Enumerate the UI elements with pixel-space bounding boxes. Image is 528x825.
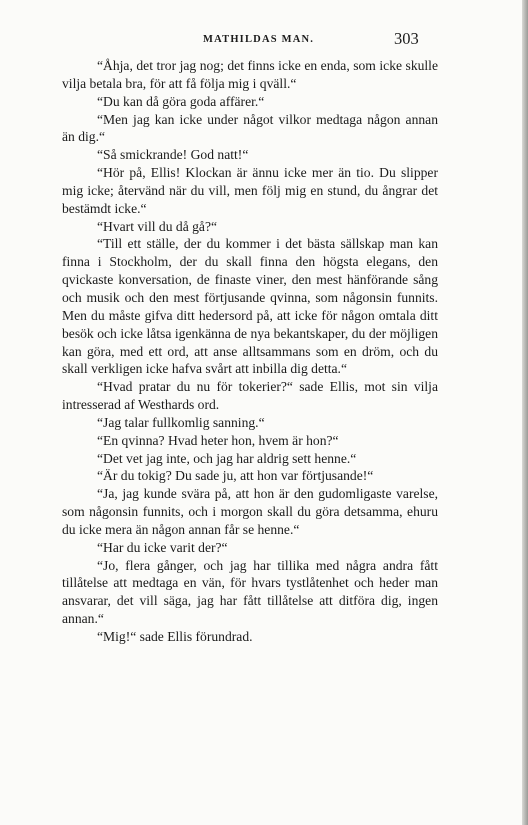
page-number: 303 xyxy=(394,29,419,48)
paragraph: “Jo, flera gånger, och jag har tillika med några andra fått tillåtelse att medtaga en vän, för hvars tystlåtenhet och heder man ansvarar, det vill säga, jag har fått tillåtelse att ditföra dig, ingen annan.“ xyxy=(62,557,438,627)
paragraph: “Mig!“ sade Ellis förundrad. xyxy=(97,629,253,644)
paragraph: “Du kan då göra goda affärer.“ xyxy=(97,93,265,109)
page-header xyxy=(0,31,528,51)
paragraph: “Är du tokig? Du sade ju, att hon var förtjusande!“ xyxy=(97,468,374,484)
paragraph: “Jag talar fullkomlig sanning.“ xyxy=(97,414,265,430)
paragraph: “Hör på, Ellis! Klockan är ännu icke mer än tio. Du slipper mig icke; återvänd när du vill, men följ mig en stund, du ångrar det bestämdt icke.“ xyxy=(62,165,438,216)
page-edge xyxy=(522,0,528,825)
paragraph: “Hvart vill du då gå?“ xyxy=(97,218,218,234)
running-title: MATHILDAS MAN. xyxy=(203,34,315,45)
paragraph: “Åhja, det tror jag nog; det finns icke en enda, som icke skulle vilja betala bra, för att få följa mig i qväll.“ xyxy=(62,58,438,91)
paragraph: “Till ett ställe, der du kommer i det bästa sällskap man kan finna i Stockholm, der du skall finna den högsta elegans, den qvickaste konversation, de finaste viner, den mest hänförande sång och musik och den mest förtjusande qvinna, som någonsin funnits. Men du måste gifva ditt hedersord på, att icke för någon omtala ditt besök och icke låtsa igenkänna de nya bekantskaper, du der möjligen kan göra, med ett ord, att anse alltsammans som en dröm, och du skall verkligen icke hafva svårt att inbilla dig detta.“ xyxy=(62,236,438,377)
paragraph: “Har du icke varit der?“ xyxy=(97,539,228,555)
body-text xyxy=(62,57,438,646)
paragraph: “En qvinna? Hvad heter hon, hvem är hon?“ xyxy=(97,432,339,448)
paragraph: “Hvad pratar du nu för tokerier?“ sade Ellis, mot sin vilja intresserad af Westhards ord. xyxy=(62,379,438,413)
paragraph: “Ja, jag kunde svära på, att hon är den gudomligaste varelse, som någonsin funnits, och i morgon skall du göra detsamma, ehuru du icke mera än någon annan får se henne.“ xyxy=(62,486,438,537)
paragraph: “Men jag kan icke under något vilkor medtaga någon annan än dig.“ xyxy=(62,111,438,145)
paragraph: “Det vet jag inte, och jag har aldrig sett henne.“ xyxy=(97,450,357,466)
paragraph: “Så smickrande! God natt!“ xyxy=(97,147,249,163)
